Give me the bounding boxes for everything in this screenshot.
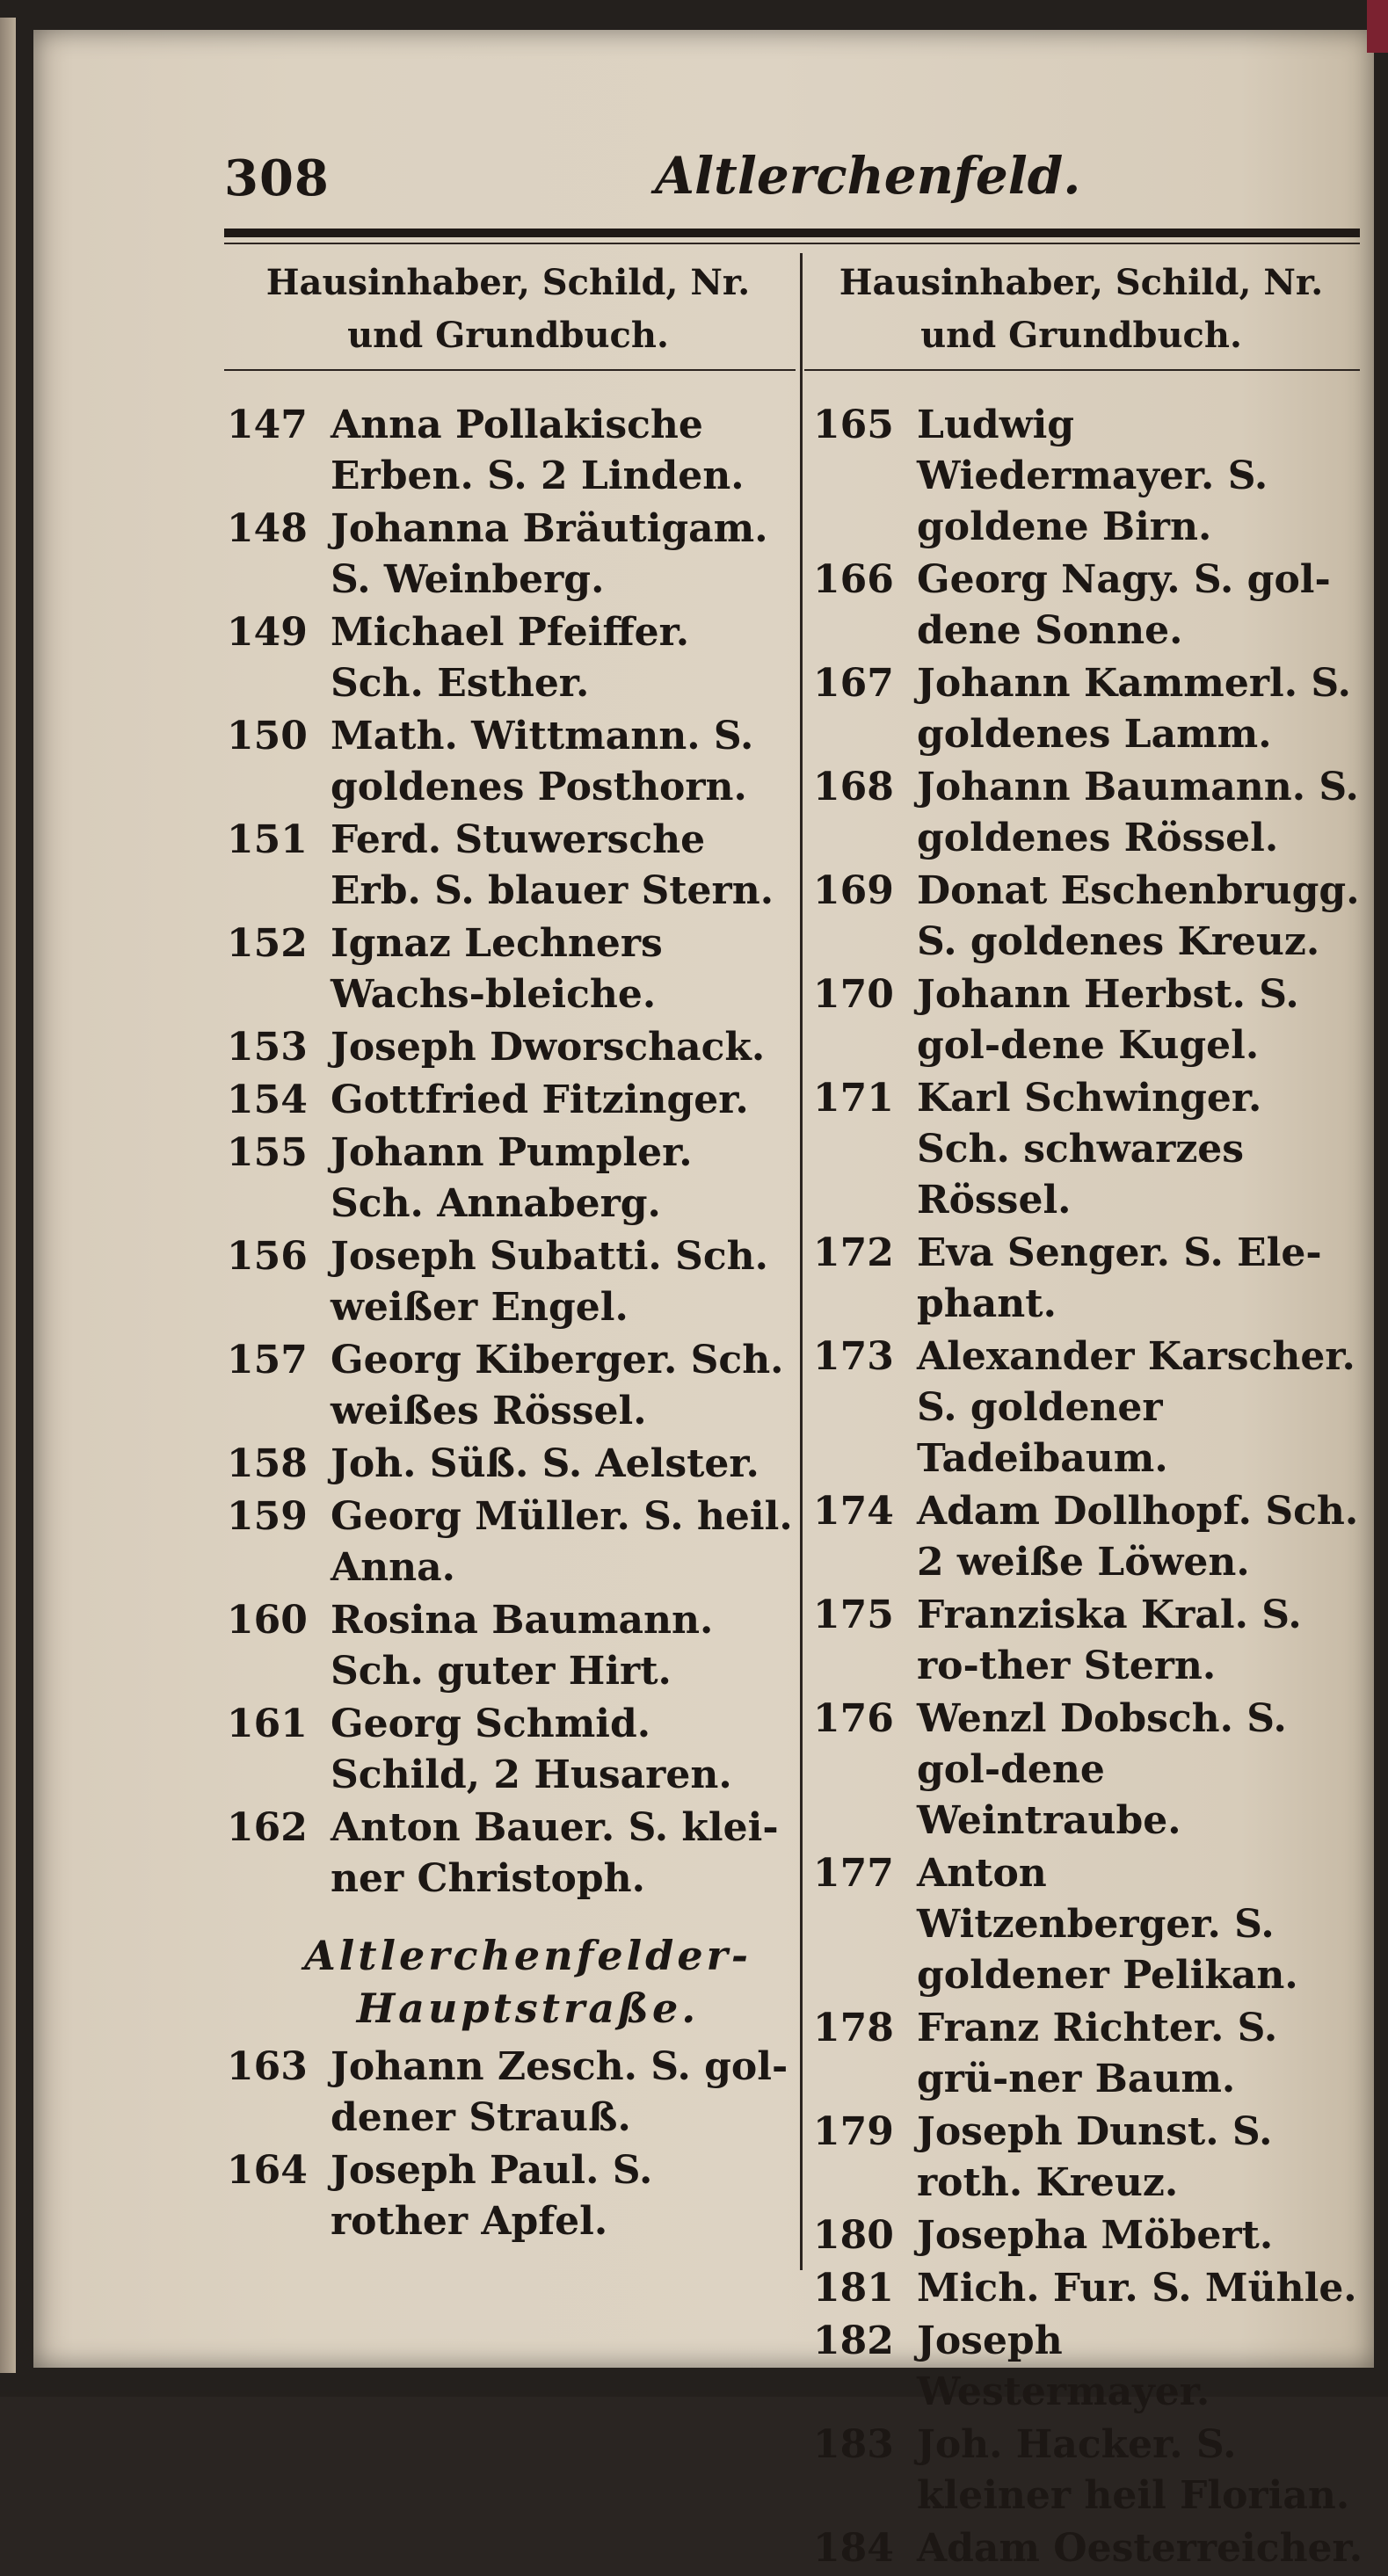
- house-number: 153: [227, 1025, 308, 1070]
- house-number: 165: [813, 403, 894, 447]
- house-number: 170: [813, 972, 894, 1017]
- left-column: [227, 400, 794, 2249]
- entry-text: Michael Pfeiffer. Sch. Esther.: [331, 610, 690, 706]
- list-item: [227, 1128, 794, 1230]
- section-heading-line2: Hauptstraße.: [356, 1985, 700, 2032]
- list-item: [813, 2316, 1363, 2418]
- entry-text: Johann Herbst. S. gol-dene Kugel.: [917, 972, 1299, 1068]
- list-item: [227, 400, 794, 502]
- section-heading: [227, 1929, 794, 2035]
- house-number: 151: [227, 817, 308, 862]
- list-item: [813, 1332, 1363, 1484]
- entry-text: Eva Senger. S. Ele-phant.: [917, 1230, 1322, 1326]
- entry-text: Johann Baumann. S. goldenes Rössel.: [917, 765, 1359, 860]
- list-item: [227, 711, 794, 813]
- entry-text: Johann Kammerl. S. goldenes Lamm.: [917, 661, 1351, 757]
- entry-text: Ferd. Stuwersche Erb. S. blauer Stern.: [331, 817, 774, 913]
- list-item: [813, 555, 1363, 657]
- entry-text: Donat Eschenbrugg. S. goldenes Kreuz.: [917, 868, 1360, 964]
- entry-text: Ignaz Lechners Wachs-bleiche.: [331, 921, 663, 1017]
- entry-text: Rosina Baumann. Sch. guter Hirt.: [331, 1598, 714, 1694]
- list-item: [227, 1075, 794, 1126]
- list-item: [813, 2003, 1363, 2105]
- house-number: 160: [227, 1598, 308, 1643]
- house-number: 162: [227, 1805, 308, 1850]
- entry-text: Johann Pumpler. Sch. Annaberg.: [331, 1130, 693, 1226]
- entry-text: Anton Witzenberger. S. goldener Pelikan.: [917, 1851, 1298, 1998]
- list-item: [227, 1803, 794, 1905]
- house-number: 174: [813, 1489, 894, 1534]
- list-item: [813, 2263, 1363, 2314]
- house-number: 148: [227, 506, 308, 551]
- house-number: 181: [813, 2266, 894, 2311]
- entry-text: Adam Dollhopf. Sch. 2 weiße Löwen.: [917, 1489, 1359, 1585]
- entry-text: Johanna Bräutigam. S. Weinberg.: [331, 506, 768, 602]
- house-number: 175: [813, 1593, 894, 1637]
- entry-text: Georg Kiberger. Sch. weißes Rössel.: [331, 1338, 784, 1433]
- list-item: [227, 1231, 794, 1333]
- running-title: Altlerchenfeld.: [655, 146, 1081, 206]
- house-number: 168: [813, 765, 894, 809]
- list-item: [813, 1848, 1363, 2001]
- entry-text: Franziska Kral. S. ro-ther Stern.: [917, 1593, 1302, 1688]
- house-number: 156: [227, 1234, 308, 1279]
- list-item: [813, 1228, 1363, 1330]
- house-number: 182: [813, 2318, 894, 2363]
- house-number: 164: [227, 2148, 308, 2193]
- house-number: 166: [813, 557, 894, 602]
- list-item: [227, 2145, 794, 2247]
- list-item: [227, 607, 794, 709]
- entry-text: Karl Schwinger. Sch. schwarzes Rössel.: [917, 1076, 1262, 1223]
- house-number: 172: [813, 1230, 894, 1275]
- entry-text: Franz Richter. S. grü-ner Baum.: [917, 2006, 1278, 2101]
- list-item: [813, 969, 1363, 1071]
- list-item: [813, 2420, 1363, 2522]
- house-number: 159: [227, 1494, 308, 1539]
- list-item: [813, 2210, 1363, 2261]
- entry-text: Joseph Paul. S. rother Apfel.: [331, 2148, 653, 2244]
- house-number: 173: [813, 1334, 894, 1379]
- list-item: [813, 762, 1363, 864]
- list-item: [813, 2523, 1363, 2574]
- house-number: 180: [813, 2213, 894, 2258]
- house-number: 147: [227, 403, 308, 447]
- list-item: [227, 1699, 794, 1801]
- column-divider: [800, 253, 803, 2270]
- house-number: 178: [813, 2006, 894, 2050]
- entry-text: Georg Schmid. Schild, 2 Husaren.: [331, 1702, 732, 1797]
- house-number: 183: [813, 2422, 894, 2467]
- column-heading-left: Hausinhaber, Schild, Nr. und Grundbuch.: [265, 262, 751, 356]
- entry-text: Math. Wittmann. S. goldenes Posthorn.: [331, 714, 754, 809]
- entry-text: Johann Zesch. S. gol-dener Strauß.: [331, 2044, 788, 2140]
- page-header: [224, 132, 1288, 211]
- list-item: [227, 1335, 794, 1437]
- list-item: [813, 2107, 1363, 2209]
- list-item: [813, 866, 1363, 968]
- right-column: [813, 400, 1363, 2576]
- house-number: 177: [813, 1851, 894, 1896]
- house-number: 155: [227, 1130, 308, 1175]
- entry-text: Georg Nagy. S. gol-dene Sonne.: [917, 557, 1331, 653]
- entry-text: Adam Oesterreicher.: [917, 2526, 1363, 2571]
- heading-rule-right: [804, 369, 1360, 371]
- entry-text: Joseph Westermayer.: [917, 2318, 1210, 2414]
- list-item: [813, 400, 1363, 553]
- list-item: [227, 918, 794, 1020]
- house-number: 157: [227, 1338, 308, 1382]
- section-heading-line1: Altlerchenfelder-: [304, 1932, 752, 1979]
- house-number: 150: [227, 714, 308, 758]
- entry-text: Alexander Karscher. S. goldener Tadeibaum.: [917, 1334, 1355, 1481]
- list-item: [227, 815, 794, 917]
- entry-text: Josepha Möbert.: [917, 2213, 1274, 2258]
- house-number: 176: [813, 1696, 894, 1741]
- header-rule-thick: [224, 229, 1360, 237]
- list-item: [227, 1595, 794, 1697]
- house-number: 149: [227, 610, 308, 655]
- heading-rule-left: [224, 369, 796, 371]
- entry-text: Georg Müller. S. heil. Anna.: [331, 1494, 793, 1590]
- entry-text: Joseph Dunst. S. roth. Kreuz.: [917, 2109, 1273, 2205]
- list-item: [227, 504, 794, 606]
- list-item: [813, 1486, 1363, 1588]
- list-item: [227, 1491, 794, 1593]
- list-item: [813, 1590, 1363, 1692]
- house-number: 152: [227, 921, 308, 966]
- page-number: 308: [224, 149, 330, 207]
- header-rule-thin: [224, 243, 1360, 244]
- entry-text: Joh. Hacker. S. kleiner heil Florian.: [917, 2422, 1350, 2518]
- list-item: [813, 658, 1363, 760]
- entry-text: Mich. Fur. S. Mühle.: [917, 2266, 1357, 2311]
- house-number: 163: [227, 2044, 308, 2089]
- house-number: 167: [813, 661, 894, 706]
- entry-text: Anton Bauer. S. klei-ner Christoph.: [331, 1805, 779, 1901]
- house-number: 161: [227, 1702, 308, 1746]
- list-item: [813, 1694, 1363, 1847]
- house-number: 154: [227, 1078, 308, 1122]
- list-item: [813, 1073, 1363, 1226]
- entry-text: Joseph Subatti. Sch. weißer Engel.: [331, 1234, 768, 1330]
- list-item: [227, 2042, 794, 2144]
- bookmark-ribbon: [1367, 0, 1388, 53]
- house-number: 179: [813, 2109, 894, 2154]
- entry-text: Joh. Süß. S. Aelster.: [331, 1441, 759, 1486]
- book-edge: [0, 18, 16, 2373]
- house-number: 169: [813, 868, 894, 913]
- entry-text: Wenzl Dobsch. S. gol-dene Weintraube.: [917, 1696, 1287, 1843]
- house-number: 158: [227, 1441, 308, 1486]
- column-heading-right: Hausinhaber, Schild, Nr. und Grundbuch.: [839, 262, 1324, 356]
- list-item: [227, 1022, 794, 1073]
- house-number: 171: [813, 1076, 894, 1121]
- entry-text: Anna Pollakische Erben. S. 2 Linden.: [331, 403, 745, 498]
- list-item: [227, 1439, 794, 1490]
- entry-text: Ludwig Wiedermayer. S. goldene Birn.: [917, 403, 1268, 549]
- entry-text: Gottfried Fitzinger.: [331, 1078, 749, 1122]
- house-number: 184: [813, 2526, 894, 2571]
- entry-text: Joseph Dworschack.: [331, 1025, 766, 1070]
